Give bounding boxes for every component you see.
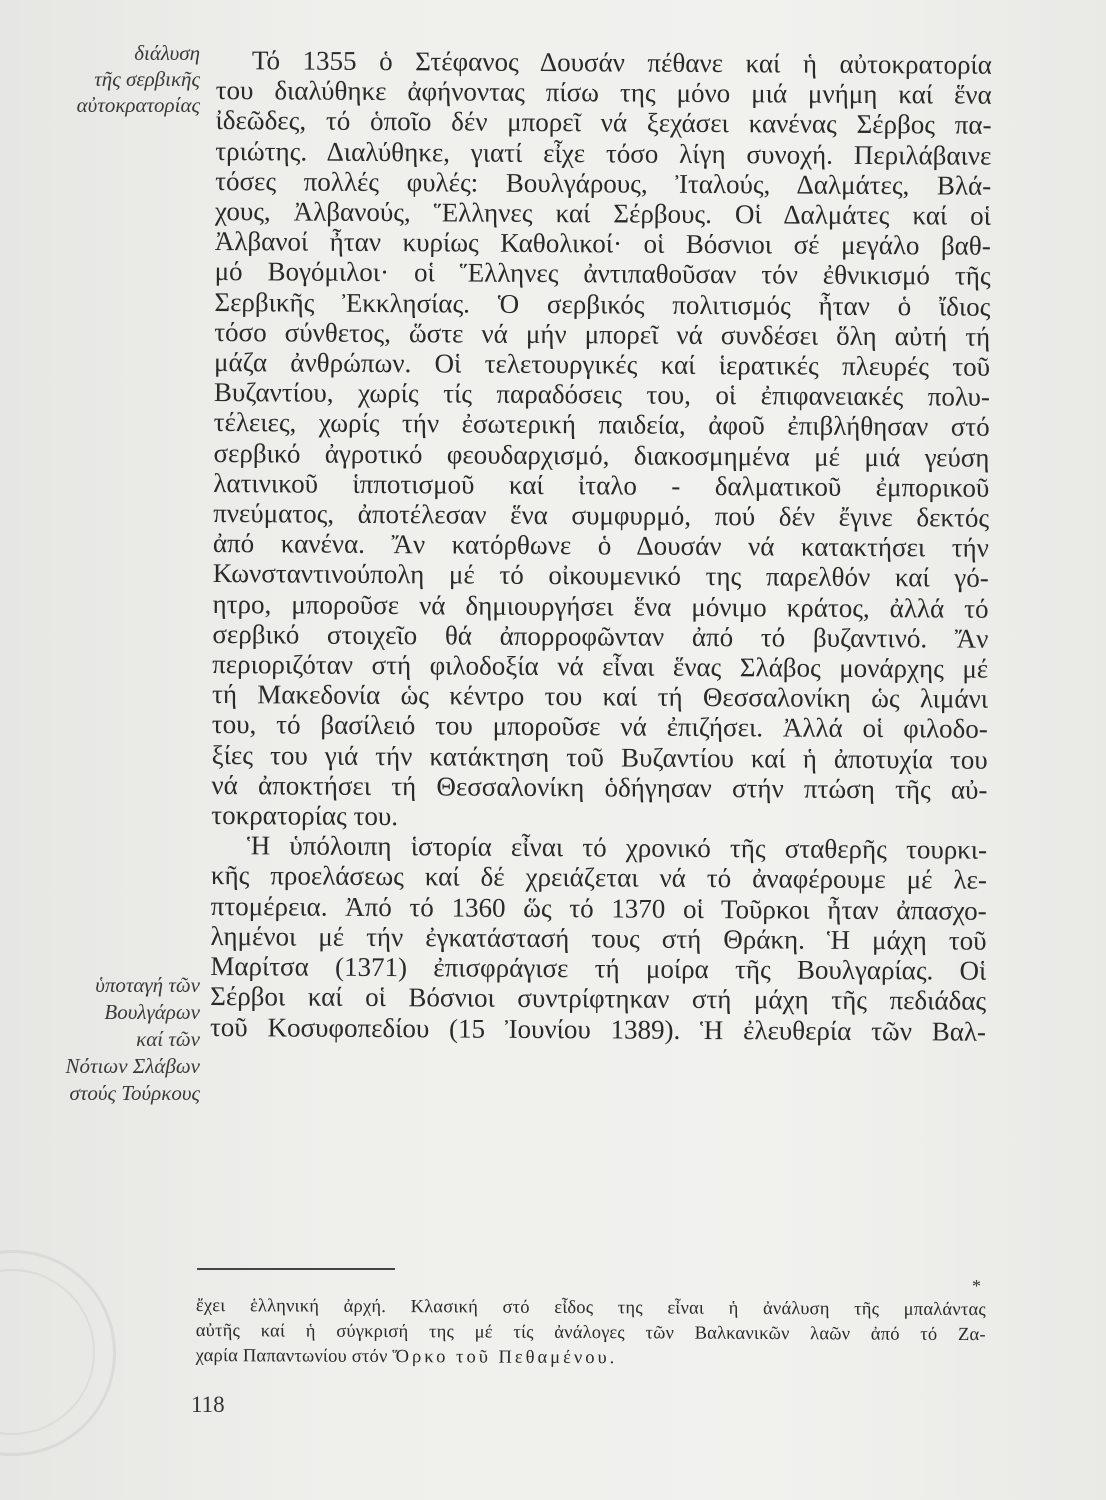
- text-line: Σερβικῆς Ἐκκλησίας. Ὁ σερβικός πολιτισμός ἦταν ὁ ἴδιος: [214, 286, 991, 322]
- text-line: σερβικό στοιχεῖο θά ἀπορροφῶνταν ἀπό τό βυζαντινό. Ἄν: [212, 618, 989, 654]
- text-line: λατινικοῦ ἱπποτισμοῦ καί ἰταλο - δαλματικοῦ ἐμπορικοῦ: [213, 467, 990, 503]
- text-line: τριώτης. Διαλύθηκε, γιατί εἶχε τόσο λίγη συνοχή. Περιλάβαινε: [215, 135, 992, 171]
- margin-note-line: διάλυση: [134, 41, 200, 65]
- text-line: του διαλύθηκε ἀφήνοντας πίσω της μόνο μιά μνήμη καί ἕνα: [215, 75, 992, 110]
- text-line: τοκρατορίας του.: [211, 800, 399, 832]
- text-line: Μαρίτσα (1371) ἐπισφράγισε τή μοίρα τῆς Βουλγαρίας. Οἱ: [210, 951, 987, 986]
- margin-note-line: Βουλγάρων: [104, 1000, 200, 1024]
- text-line: τοῦ Κοσυφοπεδίου (15 Ἰουνίου 1389). Ἡ ἐλευθερία τῶν Βαλ-: [209, 1011, 987, 1047]
- text-line: ξίες του γιά τήν κατάκτηση τοῦ Βυζαντίου καί ἡ ἀποτυχία του: [211, 739, 988, 775]
- margin-note-line: Νότιων Σλάβων: [65, 1054, 200, 1078]
- body-text: [210, 45, 992, 1046]
- footnote-divider: [197, 1268, 395, 1270]
- margin-note-line: ὑποταγή τῶν: [95, 973, 200, 997]
- text-line: ἰδεῶδες, τό ὁποῖο δέν μπορεῖ νά ξεχάσει κανένας Σέρβος πα-: [215, 105, 992, 141]
- margin-note-subjugation: [0, 972, 200, 1107]
- text-line: σερβικό ἀγροτικό φεουδαρχισμό, διακοσμημένα μέ μιά γεύση: [213, 437, 990, 473]
- text-line: νά ἀποκτήσει τή Θεσσαλονίκη ὁδήγησαν στήν πτώση τῆς αὐ-: [211, 769, 988, 805]
- text-line: περιοριζόταν στή φιλοδοξία νά εἶναι ἕνας Σλάβος μονάρχης μέ: [212, 649, 989, 684]
- text-line: Σέρβοι καί οἱ Βόσνιοι συντρίφτηκαν στή μάχη τῆς πεδιάδας: [210, 981, 987, 1017]
- margin-note-line: στούς Τούρκους: [69, 1081, 200, 1105]
- text-line: πνεύματος, ἀποτέλεσαν ἕνα συμφυρμό, πού δέν ἔγινε δεκτός: [213, 498, 990, 533]
- text-line: ητρο, μποροῦσε νά δημιουργήσει ἕνα μόνιμο κράτος, ἀλλά τό: [212, 588, 989, 624]
- text-line: πτομέρεια. Ἀπό τό 1360 ὥς τό 1370 οἱ Τοῦρκοι ἦταν ἀπασχο-: [210, 890, 987, 926]
- text-line: Κωνσταντινούπολη μέ τό οἰκουμενικό της παρελθόν καί γό-: [212, 558, 989, 594]
- text-line: Ἡ ὑπόλοιπη ἱστορία εἶναι τό χρονικό τῆς σταθερῆς τουρκι-: [247, 830, 988, 866]
- text-line: τή Μακεδονία ὡς κέντρο του καί τή Θεσσαλονίκη ὡς λιμάνι: [211, 679, 989, 714]
- library-stamp: [0, 1250, 116, 1456]
- text-line: τόσες πολλές φυλές: Βουλγάρους, Ἰταλούς, Δαλμάτες, Βλά-: [215, 165, 992, 201]
- margin-note-line: τῆς σερβικῆς: [94, 67, 200, 91]
- footnote-line: ἔχει ἑλληνική ἀρχή. Κλασική στό εἶδος της εἶναι ἡ ἀνάλυση τῆς μπαλάντας: [195, 1296, 986, 1321]
- text-line: τόσο σύνθετος, ὥστε νά μήν μπορεῖ νά συνδέσει ὅλη αὐτή τή: [214, 316, 991, 352]
- text-line: του, τό βασίλειό του μποροῦσε νά ἐπιζήσει. Ἀλλά οἱ φιλοδο-: [211, 709, 988, 745]
- footnote: [196, 1294, 986, 1373]
- footnote-line: αὐτῆς καί ἡ σύγκρισή της μέ τίς ἀνάλογες τῶν Βαλκανικῶν λαῶν ἀπό τό Ζα-: [195, 1320, 986, 1346]
- text-line: μάζα ἀνθρώπων. Οἱ τελετουργικές καί ἱερατικές πλευρές τοῦ: [213, 347, 991, 382]
- footnote-text: χαρία Παπαντωνίου στόν: [195, 1345, 393, 1368]
- text-line: τέλειες, χωρίς τήν ἐσωτερική παιδεία, ἀφοῦ ἐπιβλήθησαν στό: [213, 407, 990, 443]
- footnote-marker: *: [972, 1276, 981, 1296]
- footnote-line: [196, 1344, 986, 1373]
- footnote-book-title: Ὅρκο τοῦ Πεθαμένου.: [392, 1347, 618, 1369]
- text-line: λημένοι μέ τήν ἐγκατάστασή τους στή Θράκη. Ἡ μάχη τοῦ: [210, 920, 987, 956]
- text-line: κῆς προελάσεως καί δέ χρειάζεται νά τό ἀναφέρουμε μέ λε-: [210, 860, 988, 896]
- library-stamp-inner-ring: [0, 1269, 95, 1435]
- margin-note-dissolution: [0, 40, 200, 118]
- text-line: Ἀλβανοί ἦταν κυρίως Καθολικοί· οἱ Βόσνιοι σέ μεγάλο βαθ-: [214, 226, 991, 261]
- page-number: 118: [191, 1392, 225, 1417]
- margin-note-line: καί τῶν: [136, 1027, 200, 1051]
- margin-note-line: αὐτοκρατορίας: [76, 93, 200, 117]
- text-line: μό Βογόμιλοι· οἱ Ἕλληνες ἀντιπαθοῦσαν τόν ἐθνικισμό τῆς: [214, 256, 991, 292]
- text-line: χους, Ἀλβανούς, Ἕλληνες καί Σέρβους. Οἱ Δαλμάτες καί οἱ: [214, 196, 992, 231]
- text-line: Βυζαντίου, χωρίς τίς παραδόσεις του, οἱ ἐπιφανειακές πολυ-: [213, 377, 990, 412]
- text-line: ἀπό κανένα. Ἄν κατόρθωνε ὁ Δουσάν νά κατακτήσει τήν: [212, 528, 990, 563]
- text-line: Τό 1355 ὁ Στέφανος Δουσάν πέθανε καί ἡ αὐτοκρατορία: [251, 45, 992, 80]
